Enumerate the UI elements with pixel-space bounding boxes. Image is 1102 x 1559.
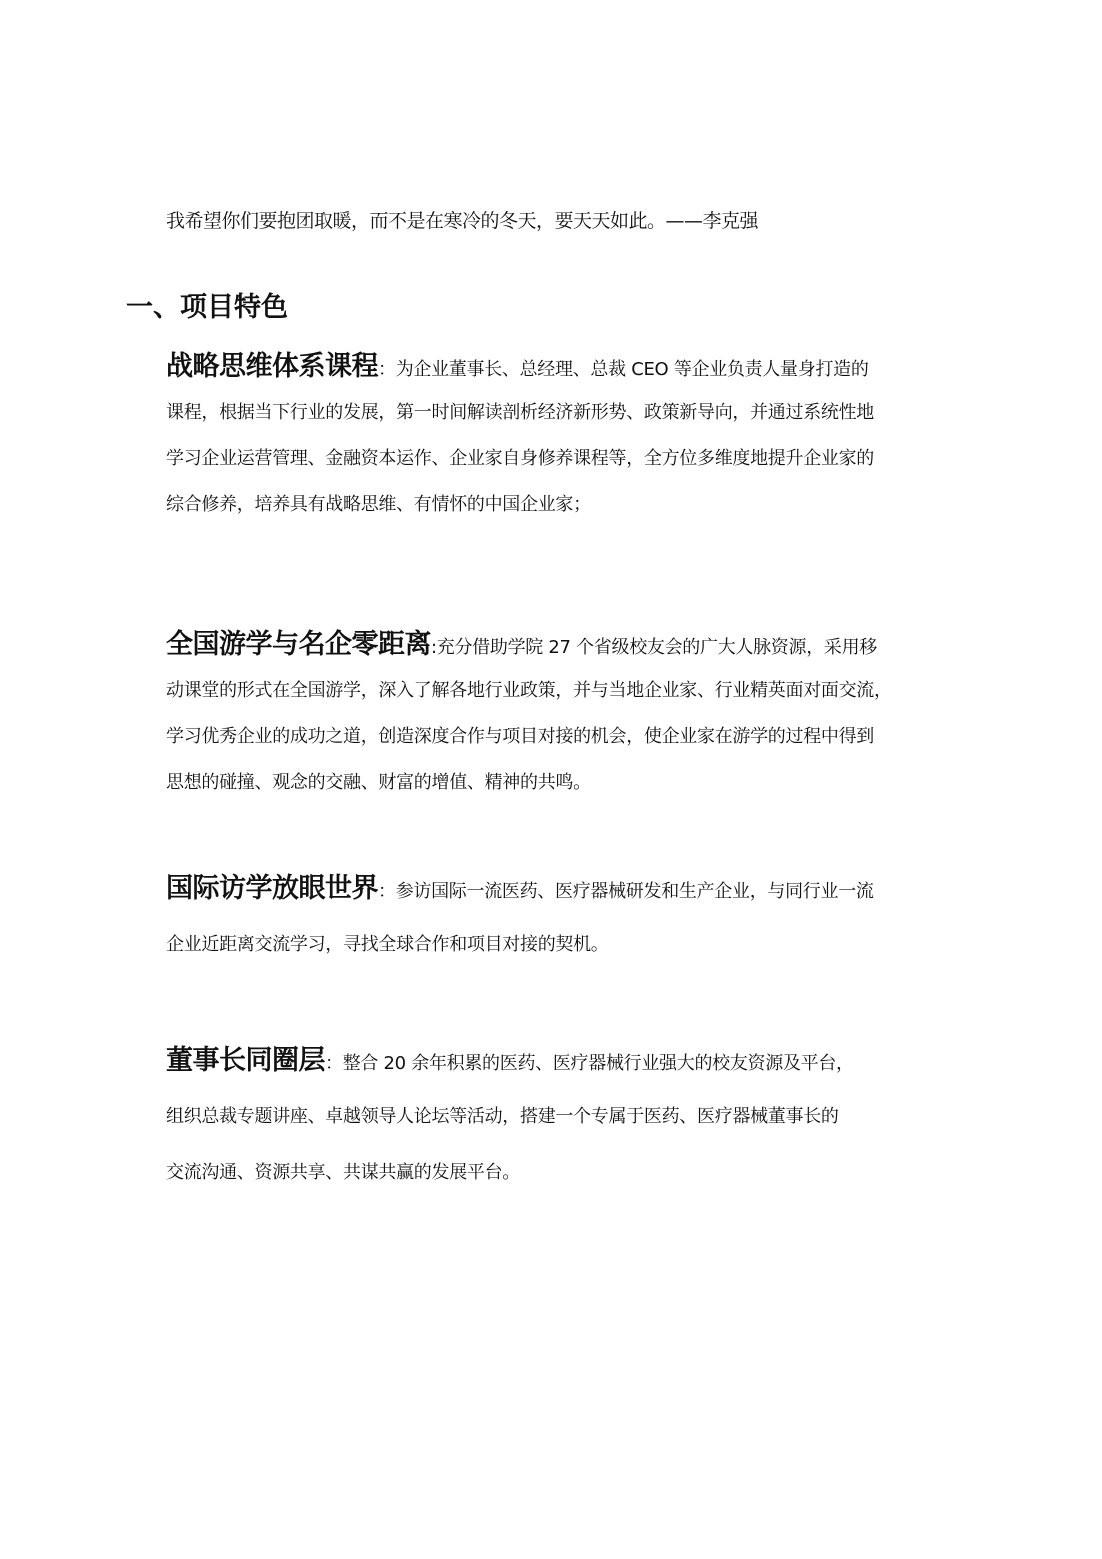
feature-term: 国际访学放眼世界 — [166, 873, 378, 904]
feature-line: 组织总裁专题讲座、卓越领导人论坛等活动，搭建一个专属于医药、医疗器械董事长的 — [166, 1106, 839, 1127]
feature-text: ：参访国际一流医药、医疗器械研发和生产企业，与同行业一流 — [378, 881, 874, 902]
quote-text: 我希望你们要抱团取暖，而不是在寒冷的冬天，要天天如此。——李克强 — [166, 210, 759, 232]
feature-line: 交流沟通、资源共享、共谋共赢的发展平台。 — [166, 1162, 520, 1183]
feature-line: 动课堂的形式在全国游学，深入了解各地行业政策，并与当地企业家、行业精英面对面交流， — [166, 680, 892, 701]
feature-line: 学习优秀企业的成功之道，创造深度合作与项目对接的机会，使企业家在游学的过程中得到 — [166, 726, 874, 747]
feature-line: 企业近距离交流学习，寻找全球合作和项目对接的契机。 — [166, 934, 609, 955]
feature-line: 思想的碰撞、观念的交融、财富的增值、精神的共鸣。 — [166, 772, 591, 793]
feature-chairman-circle — [166, 1038, 938, 1206]
feature-term: 全国游学与名企零距离 — [166, 629, 431, 660]
feature-text: ：为企业董事长、总经理、总裁 CEO 等企业负责人量身打造的 — [378, 359, 869, 380]
feature-international-visit — [166, 866, 938, 978]
feature-line: 综合修养，培养具有战略思维、有情怀的中国企业家； — [166, 494, 591, 515]
feature-line — [166, 344, 938, 390]
feature-national-study-tour — [166, 622, 938, 806]
feature-strategic-thinking — [166, 344, 938, 528]
feature-term: 董事长同圈层 — [166, 1045, 325, 1076]
feature-line: 学习企业运营管理、金融资本运作、企业家自身修养课程等，全方位多维度地提升企业家的 — [166, 448, 874, 469]
feature-term: 战略思维体系课程 — [166, 351, 378, 382]
section-title: 一、项目特色 — [126, 292, 288, 323]
feature-line — [166, 622, 938, 668]
feature-line — [166, 1038, 938, 1094]
feature-text: :充分借助学院 27 个省级校友会的广大人脉资源，采用移 — [431, 637, 878, 658]
feature-text: ：整合 20 余年积累的医药、医疗器械行业强大的校友资源及平台， — [325, 1053, 854, 1074]
feature-line: 课程，根据当下行业的发展，第一时间解读剖析经济新形势、政策新导向，并通过系统性地 — [166, 402, 874, 423]
feature-line — [166, 866, 938, 922]
